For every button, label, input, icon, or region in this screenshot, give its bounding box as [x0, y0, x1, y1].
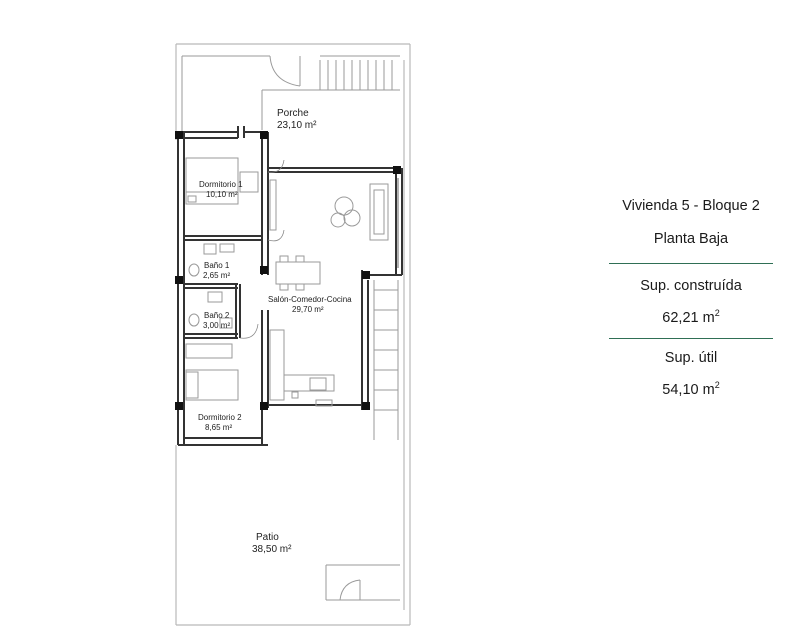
walls — [178, 126, 402, 445]
room-patio-area: 38,50 m² — [252, 544, 292, 555]
room-salon-name: Salón-Comedor-Cocina — [268, 295, 352, 304]
built-area-label: Sup. construída — [640, 278, 742, 294]
room-porche-area: 23,10 m² — [277, 120, 317, 131]
room-bano2-area: 3,00 m² — [203, 321, 231, 330]
useful-area-unit-sup: 2 — [714, 379, 720, 390]
room-dormitorio2-area: 8,65 m² — [205, 423, 233, 432]
useful-area-label: Sup. útil — [664, 349, 718, 366]
built-area-value — [600, 303, 782, 328]
room-salon-area: 29,70 m² — [292, 305, 324, 314]
divider-top — [609, 263, 773, 264]
useful-area-number: 54,10 m — [662, 381, 715, 398]
useful-area-value — [600, 375, 782, 400]
room-patio-name: Patio — [256, 532, 279, 543]
divider-bottom — [609, 338, 773, 339]
room-dormitorio1-area: 10,10 m² — [206, 190, 238, 199]
room-porche-name: Porche — [277, 108, 309, 119]
room-dormitorio2-name: Dormitorio 2 — [198, 413, 242, 422]
room-bano2-name: Baño 2 — [204, 311, 230, 320]
built-area-unit-sup: 2 — [714, 308, 720, 318]
room-bano1-area: 2,65 m² — [203, 271, 231, 280]
room-bano1-name: Baño 1 — [204, 261, 230, 270]
room-dormitorio1-name: Dormitorio 1 — [199, 180, 243, 189]
built-area-number: 62,21 m — [662, 309, 715, 326]
info-panel — [600, 196, 782, 400]
unit-title: Vivienda 5 - Bloque 2 — [622, 198, 760, 214]
floor-label: Planta Baja — [653, 231, 729, 247]
